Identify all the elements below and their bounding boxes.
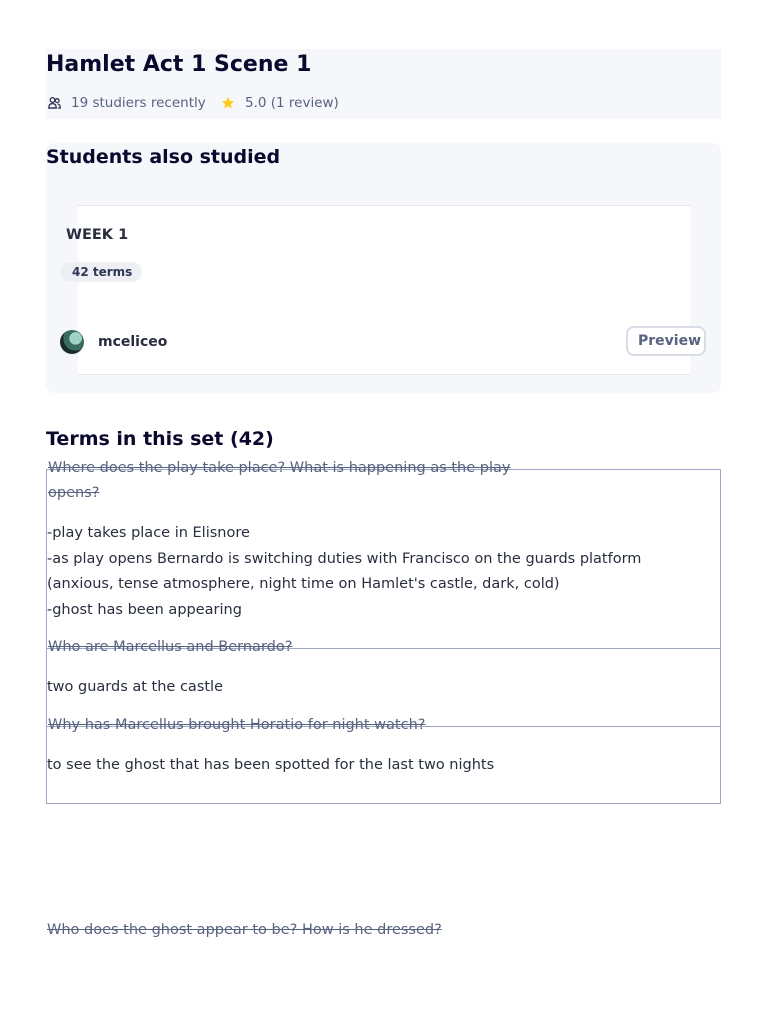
- rating-summary[interactable]: 5.0 (1 review): [245, 95, 339, 111]
- set-header: [46, 49, 721, 119]
- studiers-count: 19 studiers recently: [71, 95, 206, 111]
- terms-count-badge: 42 terms: [60, 262, 142, 282]
- term-question: Why has Marcellus brought Horatio for night watch?: [48, 717, 426, 733]
- star-icon: [221, 96, 235, 110]
- terms-heading: Terms in this set (42): [46, 428, 274, 450]
- term-card: [46, 717, 721, 804]
- preview-button[interactable]: Preview: [626, 326, 706, 356]
- term-definition: -play takes place in Elisnore -as play opens Bernardo is switching duties with Francisco on the guards platform (anxious, tense atmosphere, night time on Hamlet's castle, dark, cold) -ghost has been appearing: [47, 525, 642, 618]
- set-card[interactable]: [66, 206, 706, 374]
- page-title: Hamlet Act 1 Scene 1: [46, 52, 312, 77]
- avatar: [60, 330, 84, 354]
- students-also-studied: [46, 143, 721, 393]
- set-card-title: WEEK 1: [66, 227, 129, 243]
- next-term-question: Who does the ghost appear to be? How is he dressed?: [47, 922, 442, 938]
- set-card-viewport: [66, 205, 702, 375]
- people-icon: [48, 97, 61, 109]
- term-definition: to see the ghost that has been spotted for the last two nights: [47, 757, 495, 773]
- term-card: [46, 460, 721, 649]
- term-question: Who are Marcellus and Bernardo?: [48, 639, 293, 655]
- also-studied-heading: Students also studied: [46, 146, 281, 168]
- term-definition: two guards at the castle: [47, 679, 224, 695]
- author-name[interactable]: mceliceo: [98, 334, 168, 350]
- term-question: Where does the play take place? What is happening as the play opens?: [48, 460, 511, 501]
